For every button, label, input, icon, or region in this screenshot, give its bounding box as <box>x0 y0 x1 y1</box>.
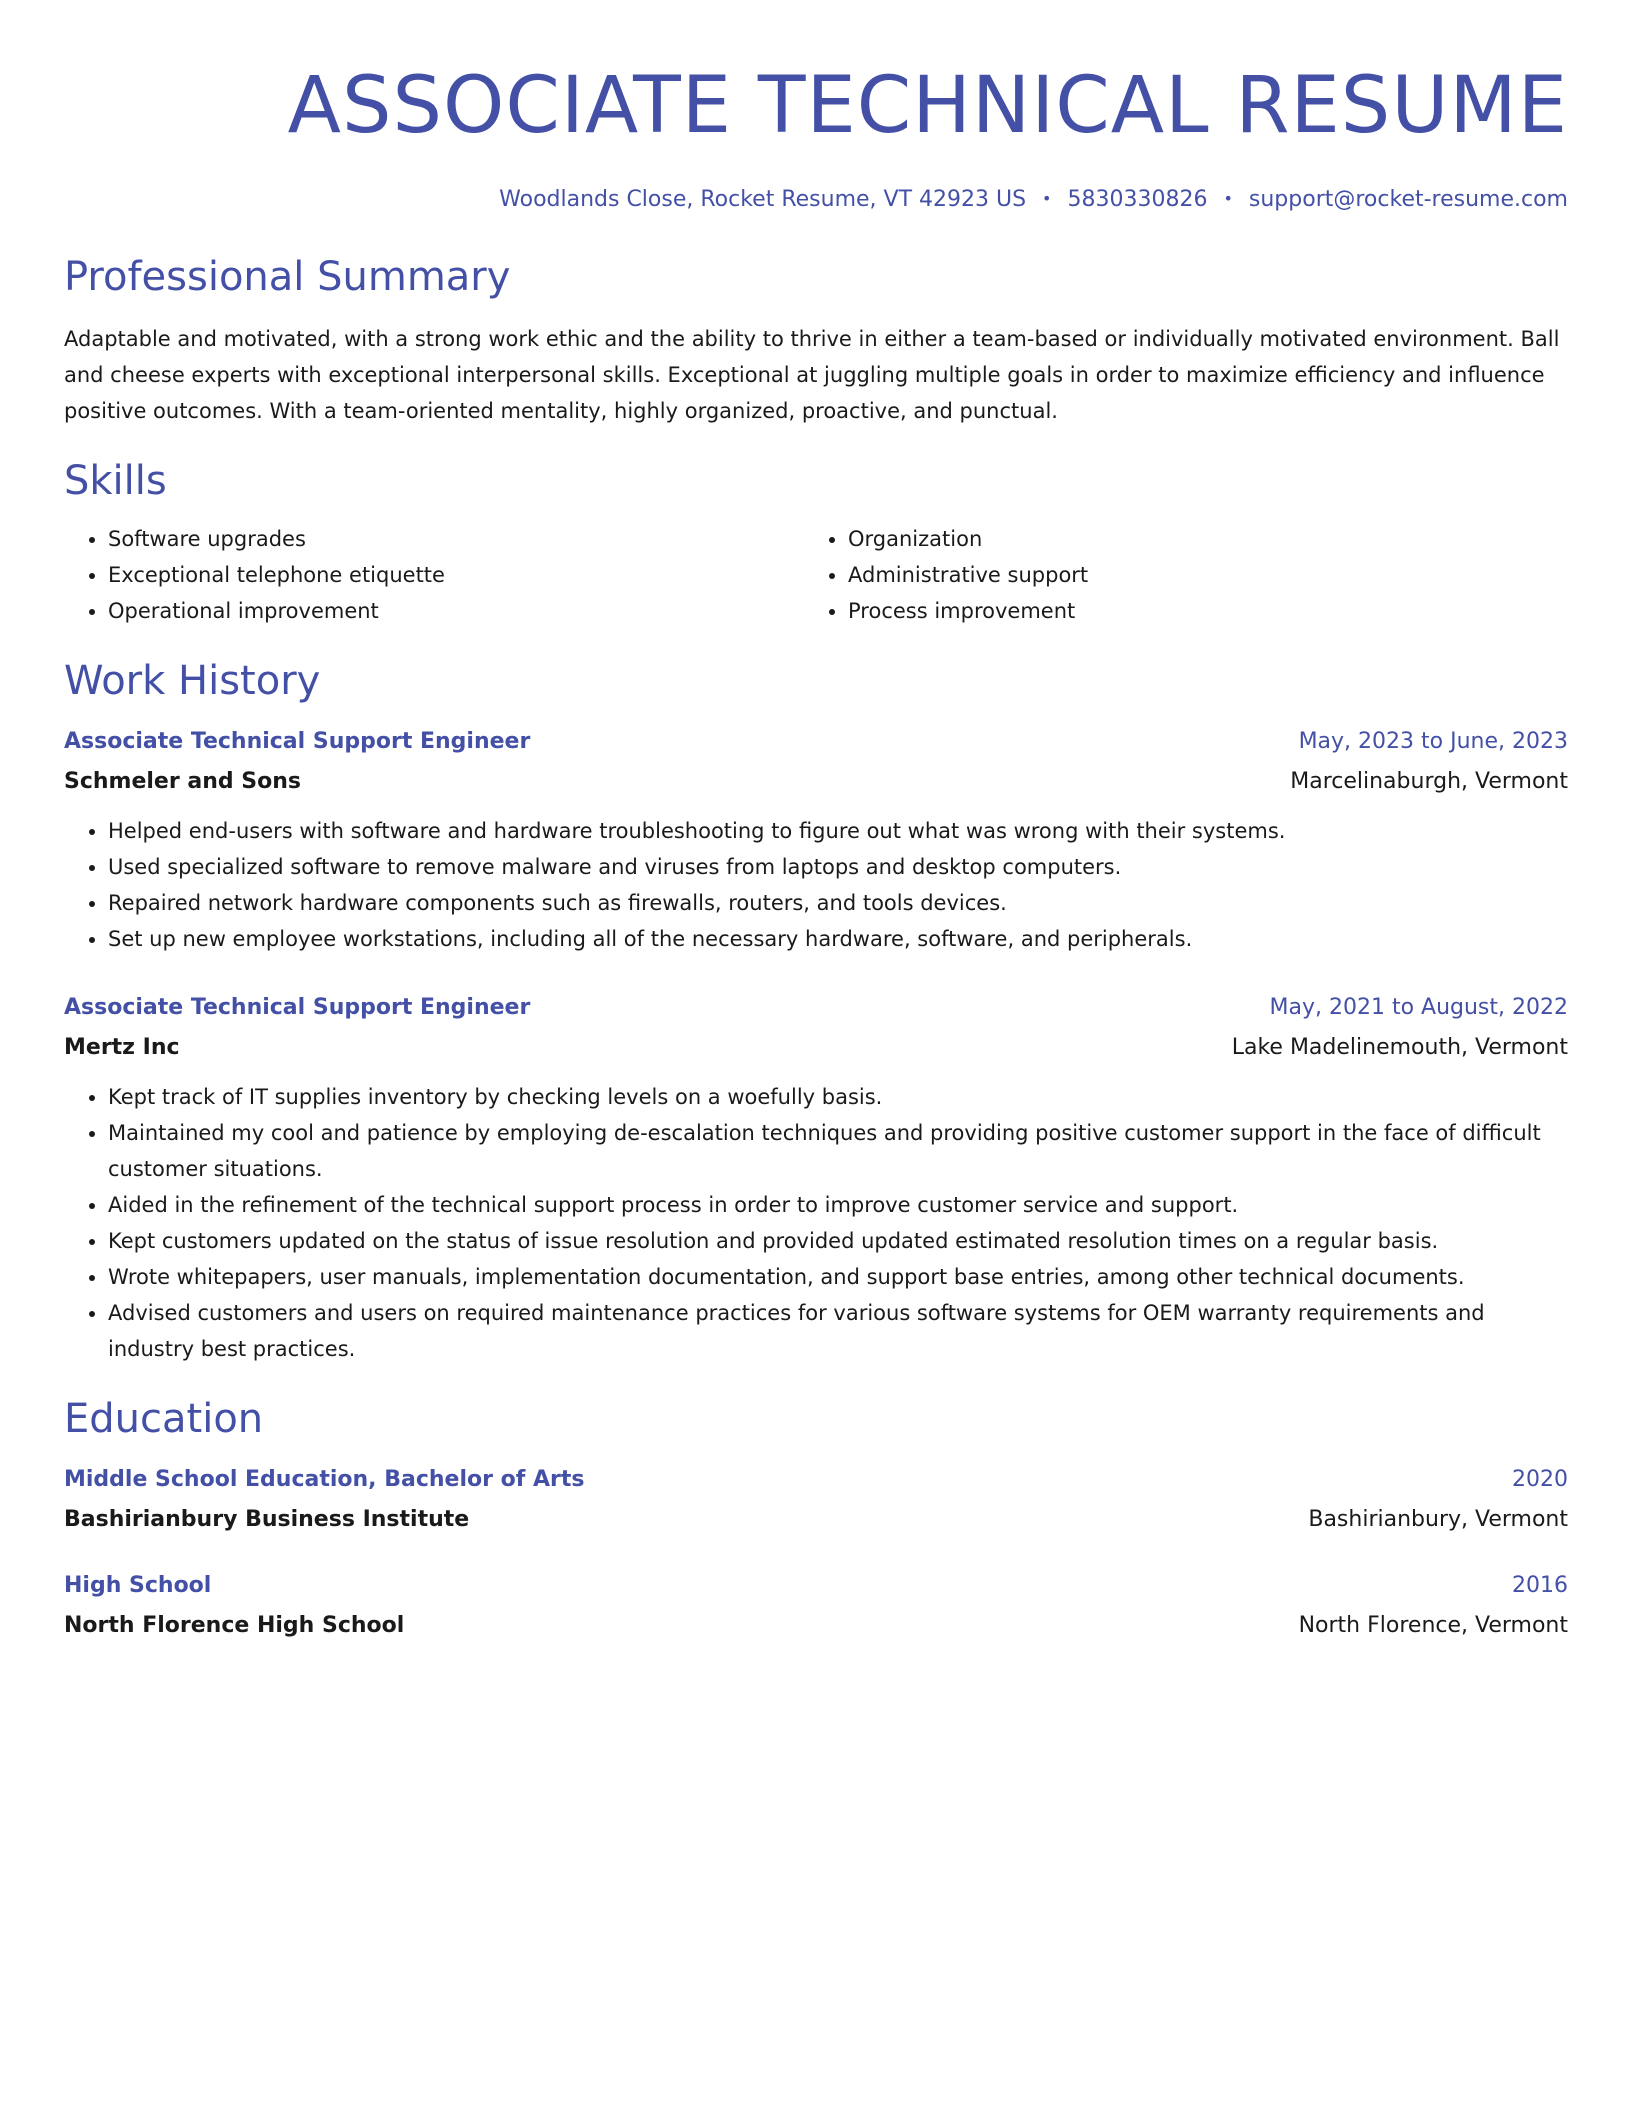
job-duty: • Wrote whitepapers, user manuals, implementation documentation, and support base entries, among other technical documents. <box>108 1259 1568 1295</box>
skills-grid <box>64 521 1568 629</box>
education-year: 2016 <box>1512 1573 1568 1598</box>
job-title: Associate Technical Support Engineer <box>64 995 531 1020</box>
education-school: Bashirianbury Business Institute <box>64 1507 470 1532</box>
job-employer: Mertz Inc <box>64 1035 180 1060</box>
education-school-row <box>64 1505 1568 1535</box>
job-duty: • Used specialized software to remove malware and viruses from laptops and desktop computers. <box>108 849 1568 885</box>
contact-phone: 5830330826 <box>1067 187 1208 212</box>
contact-email: support@rocket-resume.com <box>1248 187 1568 212</box>
job-title: Associate Technical Support Engineer <box>64 729 531 754</box>
skills-list-left <box>64 521 804 629</box>
job-duty: • Advised customers and users on required maintenance practices for various software systems for OEM warranty requirements and industry best practices. <box>108 1295 1568 1367</box>
job-dates: May, 2021 to August, 2022 <box>1269 995 1568 1020</box>
education-degree-row <box>64 1465 1568 1495</box>
summary-heading: Professional Summary <box>64 254 511 300</box>
job-entry <box>64 993 1568 1367</box>
education-school-row <box>64 1611 1568 1641</box>
job-title-row <box>64 993 1568 1023</box>
skill-item: • Operational improvement <box>108 593 804 629</box>
contact-line <box>64 184 1568 215</box>
skill-item: • Software upgrades <box>108 521 804 557</box>
job-duty: • Aided in the refinement of the technical support process in order to improve customer service and support. <box>108 1187 1568 1223</box>
job-location: Lake Madelinemouth, Vermont <box>1231 1035 1568 1060</box>
contact-separator: • <box>1223 189 1233 208</box>
skill-item: • Administrative support <box>848 557 1568 593</box>
contact-address: Woodlands Close, Rocket Resume, VT 42923 US <box>499 187 1027 212</box>
job-duties-list <box>64 1079 1568 1367</box>
job-duty: • Maintained my cool and patience by employing de-escalation techniques and providing positive customer support in the face of difficult customer situations. <box>108 1115 1568 1187</box>
summary-text: Adaptable and motivated, with a strong work ethic and the ability to thrive in either a team-based or individually motivated environment. Ball and cheese experts with exceptional interpersonal skills. Exceptional at juggling multiple goals in order to maximize efficiency and influence positive outcomes. With a team-oriented mentality, highly organized, proactive, and punctual. <box>64 327 1560 423</box>
job-employer-row <box>64 767 1568 797</box>
education-location: North Florence, Vermont <box>1298 1613 1568 1638</box>
job-duty: • Kept track of IT supplies inventory by checking levels on a woefully basis. <box>108 1079 1568 1115</box>
education-entry <box>64 1571 1568 1641</box>
skills-list-right <box>804 521 1568 629</box>
education-school: North Florence High School <box>64 1613 405 1638</box>
education-location: Bashirianbury, Vermont <box>1308 1507 1568 1532</box>
education-entry <box>64 1465 1568 1535</box>
job-duty: • Set up new employee workstations, including all of the necessary hardware, software, and peripherals. <box>108 921 1568 957</box>
skill-item: • Exceptional telephone etiquette <box>108 557 804 593</box>
education-degree-row <box>64 1571 1568 1601</box>
education-degree: Middle School Education, Bachelor of Arts <box>64 1467 585 1492</box>
job-duty: • Repaired network hardware components such as firewalls, routers, and tools devices. <box>108 885 1568 921</box>
job-duty: • Helped end-users with software and hardware troubleshooting to figure out what was wrong with their systems. <box>108 813 1568 849</box>
job-employer-row <box>64 1033 1568 1063</box>
resume-title: ASSOCIATE TECHNICAL RESUME <box>287 61 1568 151</box>
job-employer: Schmeler and Sons <box>64 769 301 794</box>
education-heading: Education <box>64 1396 264 1442</box>
job-dates: May, 2023 to June, 2023 <box>1298 729 1568 754</box>
job-duty: • Kept customers updated on the status of issue resolution and provided updated estimated resolution times on a regular basis. <box>108 1223 1568 1259</box>
skill-item: • Process improvement <box>848 593 1568 629</box>
job-entry <box>64 727 1568 957</box>
skills-heading: Skills <box>64 458 167 504</box>
job-duties-list <box>64 813 1568 957</box>
work-history-heading: Work History <box>64 658 321 704</box>
job-title-row <box>64 727 1568 757</box>
education-degree: High School <box>64 1573 212 1598</box>
job-location: Marcelinaburgh, Vermont <box>1290 769 1568 794</box>
contact-separator: • <box>1042 189 1052 208</box>
education-year: 2020 <box>1512 1467 1568 1492</box>
skill-item: • Organization <box>848 521 1568 557</box>
